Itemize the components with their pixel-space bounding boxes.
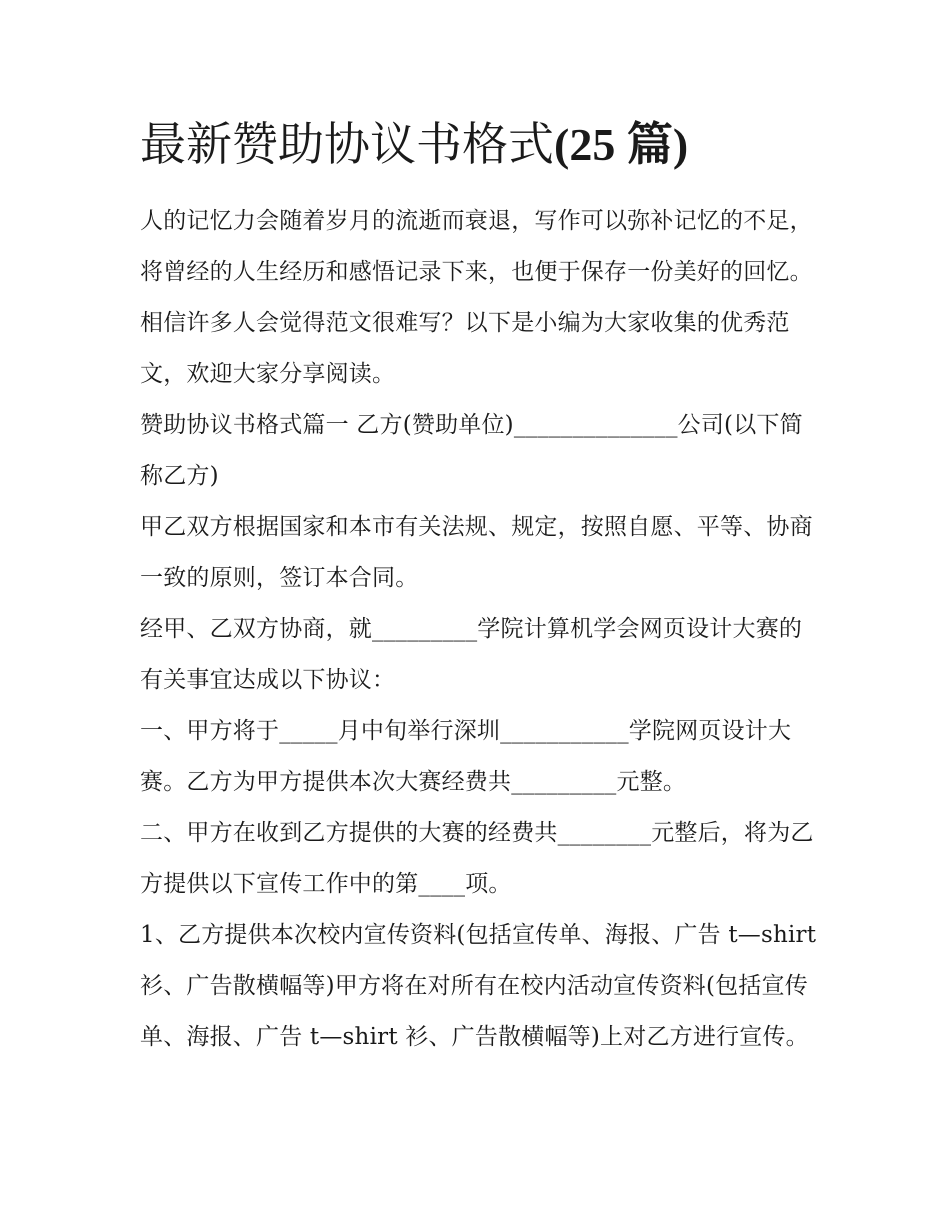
title-main: 最新赞助协议书格式 bbox=[140, 117, 554, 171]
item-one-paragraph: 1、乙方提供本次校内宣传资料(包括宣传单、海报、广告 t—shirt 衫、广告散横幅等)甲方将在对所有在校内活动宣传资料(包括宣传单、海报、广告 t—shirt 衫、广告散横幅等)上对乙方进行宣传。 bbox=[140, 922, 817, 1050]
document-body bbox=[140, 196, 820, 1063]
document-title bbox=[140, 112, 688, 177]
negotiation-paragraph: 经甲、乙双方协商，就_________学院计算机学会网页设计大赛的有关事宜达成以下协议： bbox=[140, 616, 803, 693]
agreement-heading-paragraph: 赞助协议书格式篇一 乙方(赞助单位)______________公司(以下简称乙方) bbox=[140, 412, 803, 489]
intro-paragraph: 人的记忆力会随着岁月的流逝而衰退，写作可以弥补记忆的不足，将曾经的人生经历和感悟记录下来，也便于保存一份美好的回忆。相信许多人会觉得范文很难写？以下是小编为大家收集的优秀范文，欢迎大家分享阅读。 bbox=[140, 208, 813, 387]
title-count: (25 篇) bbox=[554, 119, 689, 170]
clause-two-paragraph: 二、甲方在收到乙方提供的大赛的经费共________元整后，将为乙方提供以下宣传工作中的第____项。 bbox=[140, 820, 814, 897]
clause-one-paragraph: 一、甲方将于_____月中旬举行深圳___________学院网页设计大赛。乙方为甲方提供本次大赛经费共_________元整。 bbox=[140, 718, 792, 795]
principle-paragraph: 甲乙双方根据国家和本市有关法规、规定，按照自愿、平等、协商一致的原则，签订本合同。 bbox=[140, 514, 813, 591]
